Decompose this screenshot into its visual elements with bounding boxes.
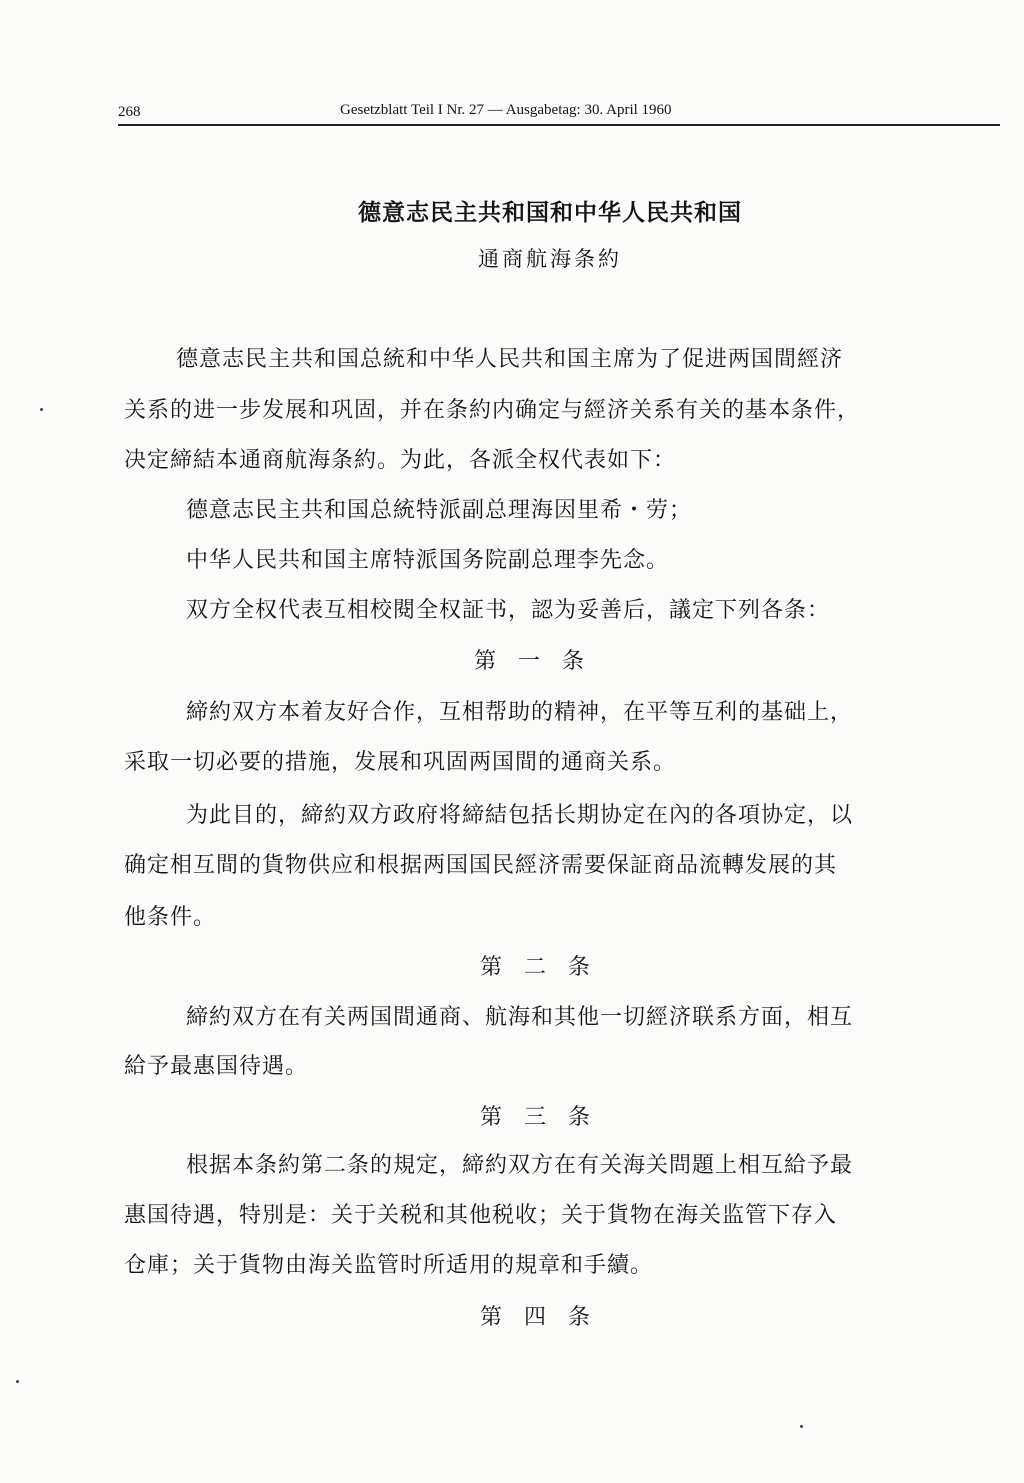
scan-speck: [800, 1425, 803, 1428]
preamble-line-4: 德意志民主共和国总統特派副总理海因里希・劳；: [186, 498, 693, 523]
article-2-line-1: 締約双方在有关两国間通商、航海和其他一切經济联系方面，相互: [186, 1005, 854, 1030]
page-number: 268: [118, 104, 141, 120]
article-3-line-2: 惠国待遇，特別是：关于关税和其他税收；关于貨物在海关监管下存入: [124, 1203, 838, 1228]
article-1-line-4: 确定相互間的貨物供应和根据两国国民經济需要保証商品流轉发展的其: [124, 853, 838, 878]
article-1-line-1: 締約双方本着友好合作，互相帮助的精神，在平等互利的基础上，: [186, 700, 854, 725]
article-3-line-3: 仓庫；关于貨物由海关监管时所适用的規章和手續。: [124, 1253, 654, 1278]
article-4-heading: 第四条: [480, 1305, 613, 1330]
article-3-line-1: 根据本条約第二条的規定，締約双方在有关海关問題上相互給予最: [186, 1153, 854, 1178]
article-1-line-3: 为此目的，締約双方政府将締結包括长期协定在內的各項协定，以: [186, 803, 854, 828]
article-1-heading: 第一条: [474, 649, 607, 674]
scan-speck: [40, 408, 43, 411]
preamble-line-6: 双方全权代表互相校閱全权証书，認为妥善后，議定下列各条：: [186, 598, 831, 623]
document-subtitle: 通商航海条約: [478, 247, 622, 271]
article-3-heading: 第三条: [480, 1105, 613, 1130]
document-title: 德意志民主共和国和中华人民共和国: [358, 199, 742, 226]
preamble-line-5: 中华人民共和国主席特派国务院副总理李先念。: [186, 548, 670, 573]
article-1-line-2: 采取一切必要的措施，发展和巩固两国間的通商关系。: [124, 750, 677, 775]
preamble-line-3: 决定締結本通商航海条約。为此，各派全权代表如下：: [124, 448, 677, 473]
page-header: [118, 102, 1000, 126]
preamble-line-1: 德意志民主共和国总統和中华人民共和国主席为了促进两国間經济: [176, 347, 844, 372]
scan-speck: [16, 1380, 19, 1383]
article-1-line-5: 他条件。: [124, 905, 217, 930]
article-2-line-2: 給予最惠国待遇。: [124, 1054, 309, 1079]
article-2-heading: 第二条: [480, 955, 613, 980]
preamble-line-2: 关系的进一步发展和巩固，并在条約内确定与經济关系有关的基本条件，: [124, 398, 861, 423]
gazette-header-title: Gesetzblatt Teil I Nr. 27 — Ausgabetag: 30. April 1960: [340, 102, 672, 118]
